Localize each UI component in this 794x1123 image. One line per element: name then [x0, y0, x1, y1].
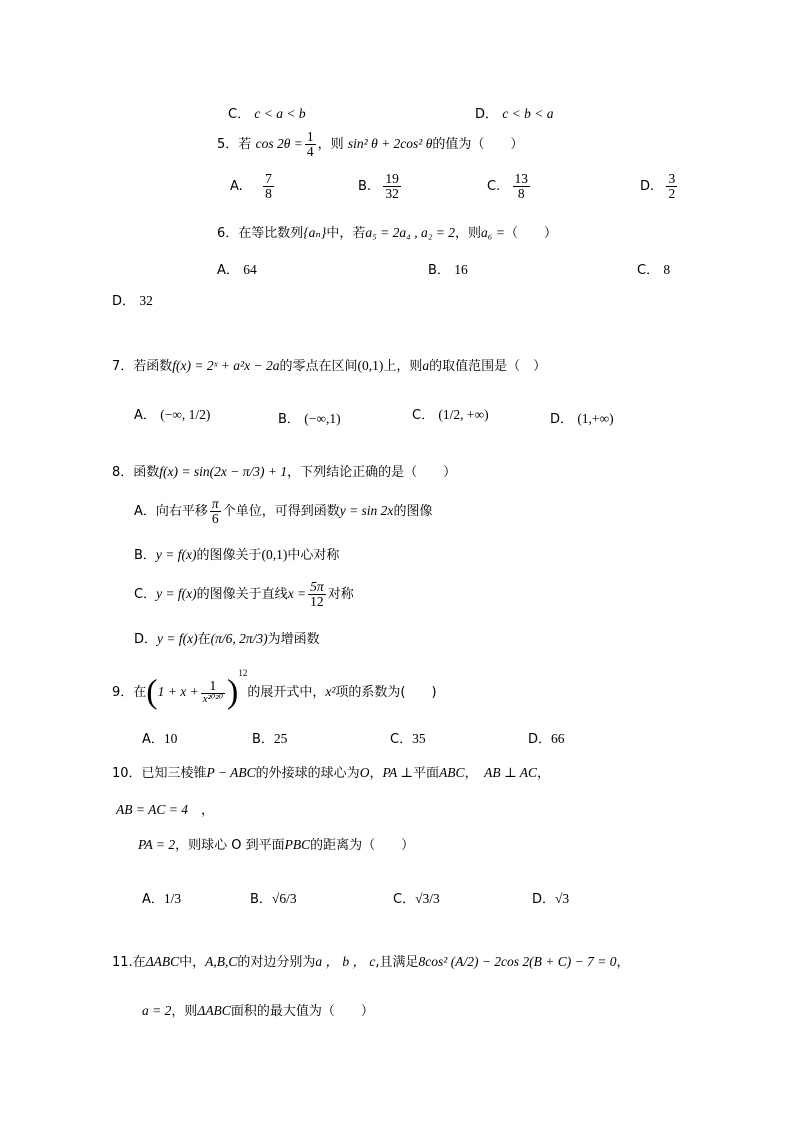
question-5-stem: 5．若 cos 2θ = $\frac{1}{4}$ ，则 sin² θ + 2cos² θ的值为（ ）	[217, 129, 524, 160]
q9-option-c[interactable]: C．35	[390, 731, 426, 747]
option-value: c < a < b	[254, 106, 306, 121]
question-8-stem: 8．函数f(x) = sin(2x − π/3) + 1，下列结论正确的是（ ）	[112, 464, 457, 480]
q8-option-a[interactable]: A．向右平移 $\frac{\pi}{6}$ 个单位，可得到函数y = sin 2x的图像	[134, 496, 433, 527]
q5-option-d[interactable]: D. $\frac{3}{2}$	[640, 171, 676, 202]
question-10-stem-line3: PA = 2，则球心 O 到平面PBC的距离为（ ）	[138, 837, 415, 853]
option-value: c < b < a	[502, 106, 554, 121]
option-label: D．	[475, 107, 499, 122]
question-10-stem-line1: 10．已知三棱锥P − ABC的外接球的球心为O，PA ⊥平面ABC， AB ⊥ AC，	[112, 765, 551, 781]
q9-option-a[interactable]: A．10	[142, 731, 178, 747]
q7-option-d[interactable]: D． (1,+∞)	[550, 411, 614, 427]
question-10-stem-line2: AB = AC = 4 ，	[116, 802, 214, 818]
q5-option-c[interactable]: C. $\frac{13}{8}$	[487, 171, 529, 202]
q8-option-d[interactable]: D．y = f(x)在(π/6, 2π/3)为增函数	[134, 631, 320, 647]
q6-option-b[interactable]: B． 16	[428, 262, 468, 278]
q6-option-c[interactable]: C． 8	[637, 262, 671, 278]
q7-option-c[interactable]: C． (1/2, +∞)	[412, 407, 489, 423]
q6-option-a[interactable]: A． 64	[217, 262, 257, 278]
question-7-stem: 7．若函数f(x) = 2ˣ + a²x − 2a的零点在区间(0,1)上，则a的取值范围是（ ）	[112, 358, 547, 374]
option-label: C．	[228, 107, 251, 122]
q7-option-a[interactable]: A． (−∞, 1/2)	[134, 407, 211, 423]
q10-option-a[interactable]: A．1/3	[142, 891, 182, 907]
q4-option-d[interactable]	[475, 103, 554, 122]
q10-option-c[interactable]: C．√3/3	[393, 891, 440, 907]
q9-option-b[interactable]: B．25	[252, 731, 288, 747]
question-11-stem-line2: a = 2，则ΔABC面积的最大值为（ ）	[142, 1003, 374, 1019]
q8-option-b[interactable]: B．y = f(x)的图像关于(0,1)中心对称	[134, 547, 340, 563]
q7-option-b[interactable]: B． (−∞,1)	[278, 411, 341, 427]
q5-option-b[interactable]: B. $\frac{19}{32}$	[358, 171, 399, 202]
q4-option-c[interactable]	[228, 103, 306, 122]
question-11-stem-line1: 11.在ΔABC中，A,B,C的对边分别为a ， b ， c,且满足8cos² (A/2) − 2cos 2(B + C) − 7 = 0，	[112, 954, 630, 970]
question-9-stem: 9．在(1 + x + $\frac{1}{\text{x²⁰²⁰}}$ )$^{12}$的展开式中，x²项的系数为( )	[112, 668, 437, 711]
q8-option-c[interactable]: C．y = f(x)的图像关于直线x = $\frac{5\pi}{12}$ 对称	[134, 579, 354, 610]
fraction: $\frac{1}{4}$	[306, 129, 314, 160]
q5-option-a[interactable]: A. $\frac{7}{8}$	[230, 171, 272, 202]
q6-option-d[interactable]: D． 32	[112, 293, 153, 309]
q10-option-d[interactable]: D．√3	[532, 891, 570, 907]
question-6-stem: 6．在等比数列{aₙ}中，若a₅ = 2a₄ , a₂ = 2，则a₆ =（ ）	[217, 225, 557, 241]
q10-option-b[interactable]: B．√6/3	[250, 891, 297, 907]
q9-option-d[interactable]: D．66	[528, 731, 565, 747]
